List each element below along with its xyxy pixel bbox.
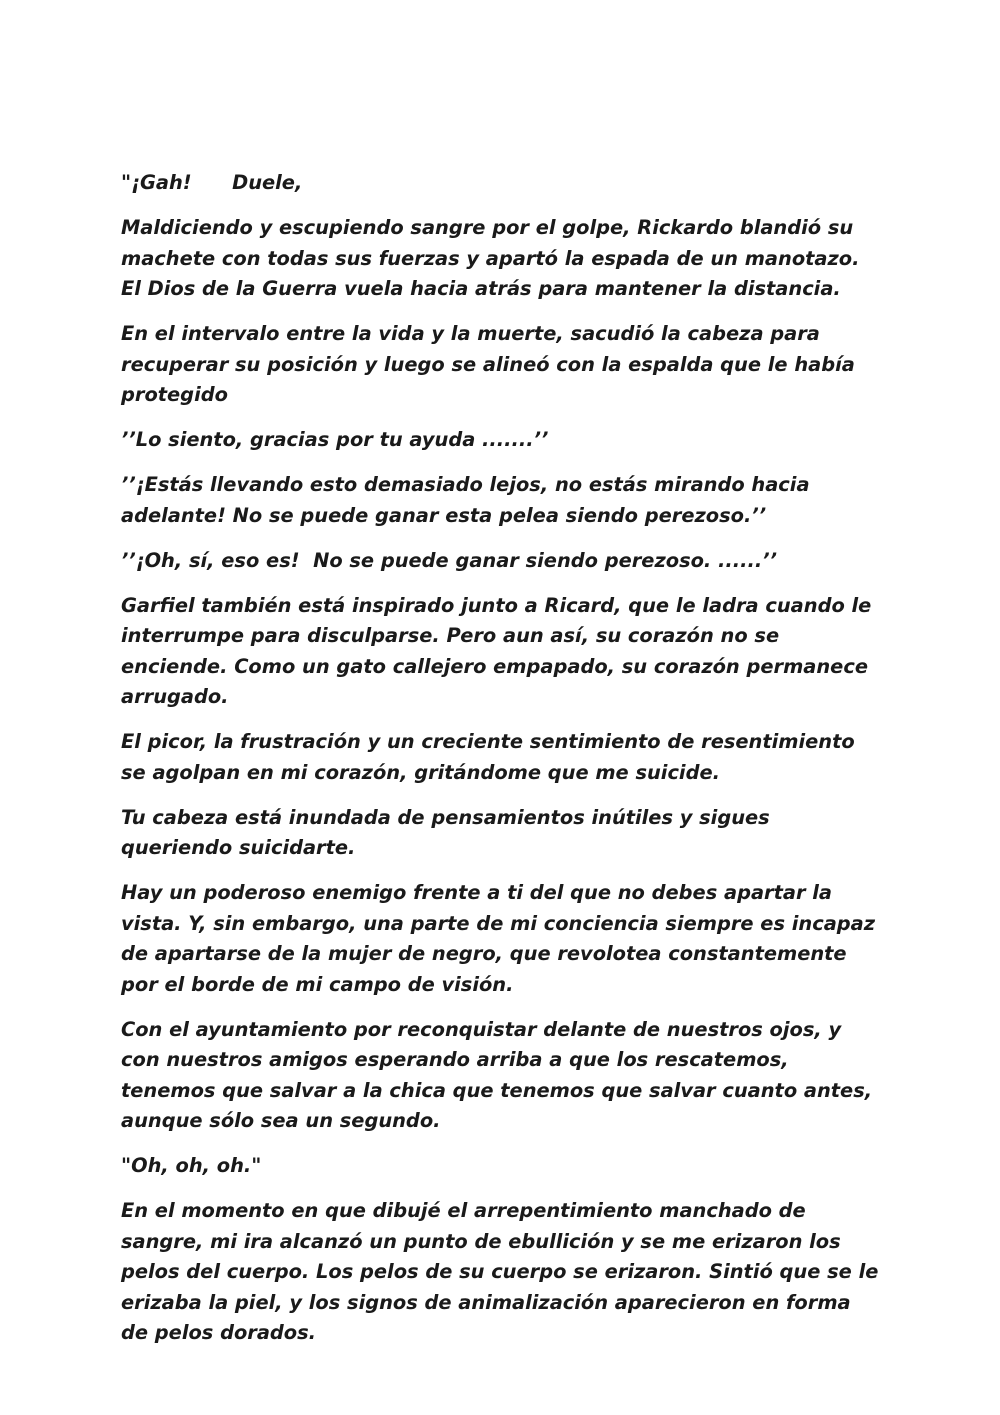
paragraph: "Oh, oh, oh." <box>121 1154 262 1177</box>
paragraph: ’’¡Oh, sí, eso es! No se puede ganar siendo perezoso. ......’’ <box>121 548 777 572</box>
paragraph: ’’¡Estás llevando esto demasiado lejos, no estás mirando hacia adelante! No se puede ganar esta pelea siendo perezoso.’’ <box>121 473 817 527</box>
paragraph: En el intervalo entre la vida y la muerte, sacudió la cabeza para recuperar su posición y luego se alineó con la espalda que le había protegido <box>121 322 862 406</box>
paragraph: Garfiel también está inspirado junto a Ricard, que le ladra cuando le interrumpe para disculparse. Pero aun así, su corazón no se enciende. Como un gato callejero empapado, su corazón permanece arrugado. <box>121 593 879 708</box>
paragraph: Hay un poderoso enemigo frente a ti del que no debes apartar la vista. Y, sin embargo, una parte de mi conciencia siempre es incapaz de apartarse de la mujer de negro, que revolotea constantemente por el borde de mi campo de visión. <box>121 881 882 996</box>
paragraph: En el momento en que dibujé el arrepentimiento manchado de sangre, mi ira alcanzó un punto de ebullición y se me erizaron los pelos del cuerpo. Los pelos de su cuerpo se erizaron. Sintió que se le erizaba la piel, y los signos de animalización aparecieron en forma de pelos dorados. <box>121 1199 886 1344</box>
page-body <box>121 168 886 1363</box>
paragraph: Maldiciendo y escupiendo sangre por el golpe, Rickardo blandió su machete con todas sus fuerzas y apartó la espada de un manotazo. El Dios de la Guerra vuela hacia atrás para mantener la distancia. <box>121 216 867 300</box>
paragraph: "¡Gah! Duele, <box>121 171 303 194</box>
paragraph: Tu cabeza está inundada de pensamientos inútiles y sigues queriendo suicidarte. <box>121 805 777 859</box>
paragraph: ’’Lo siento, gracias por tu ayuda .......’’ <box>121 428 549 451</box>
paragraph: Con el ayuntamiento por reconquistar delante de nuestros ojos, y con nuestros amigos esperando arriba a que los rescatemos, tenemos que salvar a la chica que tenemos que salvar cuanto antes, aunque sólo sea un segundo. <box>121 1017 879 1132</box>
paragraph: El picor, la frustración y un creciente sentimiento de resentimiento se agolpan en mi corazón, gritándome que me suicide. <box>121 730 862 784</box>
